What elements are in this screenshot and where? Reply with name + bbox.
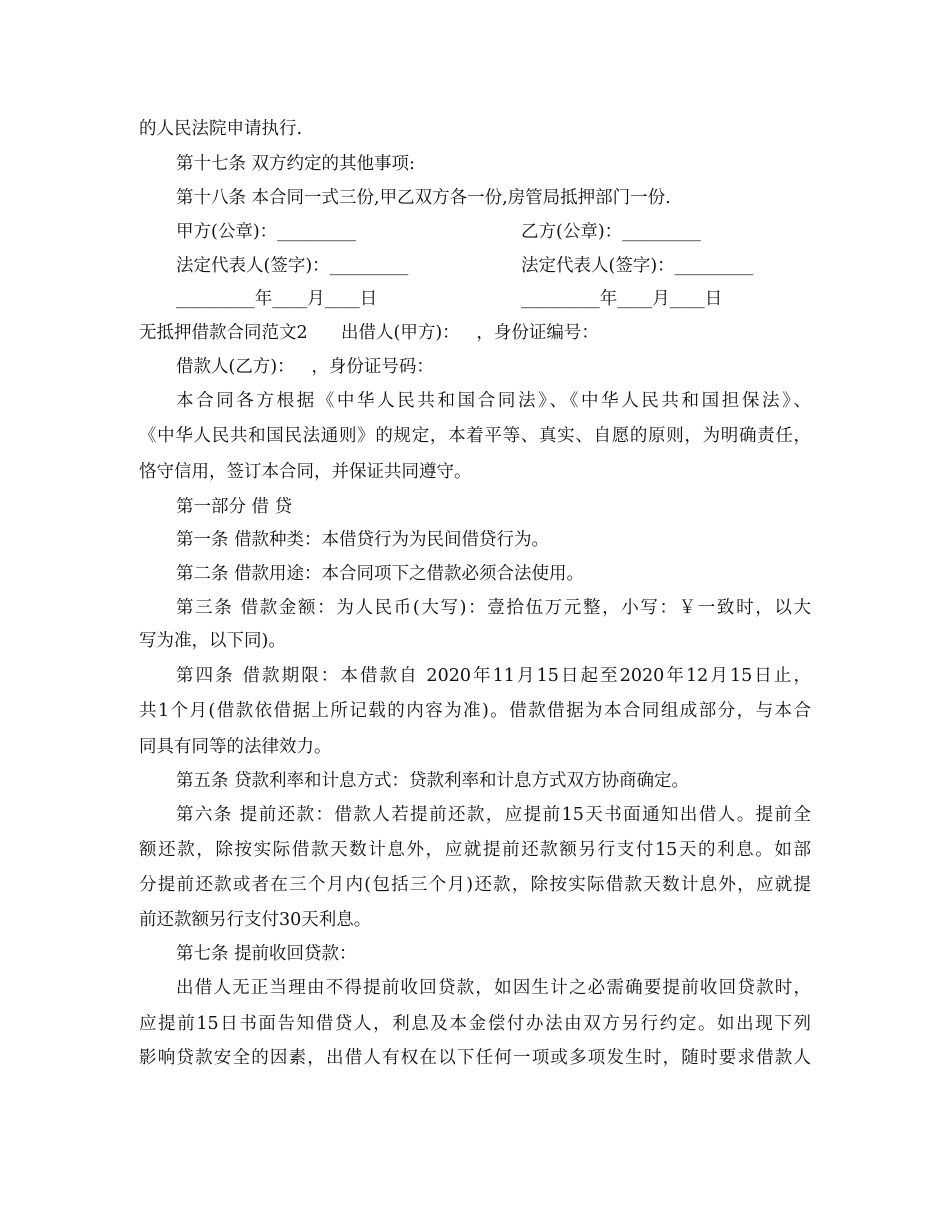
clause-5: 第五条 贷款利率和计息方式：贷款利率和计息方式双方协商确定。 (176, 771, 690, 791)
clause-7-body: 出借人无正当理由不得提前收回贷款，如因生计之必需确要提前收回贷款时， (176, 978, 811, 998)
preamble-line: 恪守信用，签订本合同，并保证共同遵守。 (139, 462, 472, 482)
clause-6-continued: 前还款额另行支付30天利息。 (139, 910, 372, 930)
party-b-representative-field: 法定代表人(签字)：_________ (521, 256, 754, 276)
clause-7: 第七条 提前收回贷款： (176, 944, 357, 964)
contract-heading: 无抵押借款合同范文2 出借人(甲方)： ，身份证编号： (139, 323, 599, 343)
party-a-representative-field: 法定代表人(签字)：_________ (176, 256, 409, 276)
clause-6-continued: 额还款，除按实际借款天数计息外，应就提前还款额另行支付15天的利息。如部 (139, 840, 811, 860)
clause-7-body: 应提前15日书面告知借贷人，利息及本金偿付办法由双方另行约定。如出现下列 (139, 1014, 811, 1034)
party-b-date-field: _________年____月____日 (521, 289, 723, 309)
preamble-line: 本合同各方根据《中华人民共和国合同法》、《中华人民共和国担保法》、 (176, 391, 811, 411)
party-a-seal-field: 甲方(公章)：_________ (176, 222, 356, 242)
clause-7-body: 影响贷款安全的因素，出借人有权在以下任何一项或多项发生时，随时要求借款人 (139, 1048, 811, 1068)
clause-18: 第十八条 本合同一式三份,甲乙双方各一份,房管局抵押部门一份. (176, 188, 671, 208)
preamble-line: 《中华人民共和国民法通则》的规定，本着平等、真实、自愿的原则，为明确责任， (139, 426, 811, 446)
clause-4-continued: 共1个月(借款依借据上所记载的内容为准)。借款借据为本合同组成部分，与本合 (139, 701, 811, 721)
clause-1: 第一条 借款种类：本借贷行为为民间借贷行为。 (176, 530, 550, 550)
party-a-date-field: _________年____月____日 (176, 289, 378, 309)
paragraph-line: 的人民法院申请执行. (139, 119, 303, 139)
clause-6: 第六条 提前还款：借款人若提前还款，应提前15天书面通知出借人。提前全 (176, 805, 811, 825)
clause-3-continued: 写为准，以下同)。 (139, 631, 286, 651)
party-b-seal-field: 乙方(公章)：_________ (521, 222, 701, 242)
section-heading: 第一部分 借 贷 (176, 497, 293, 517)
clause-3: 第三条 借款金额：为人民币(大写)：壹拾伍万元整，小写：￥一致时，以大 (176, 598, 811, 618)
clause-4: 第四条 借款期限：本借款自 2020年11月15日起至2020年12月15日止， (176, 666, 811, 686)
clause-2: 第二条 借款用途：本合同项下之借款必须合法使用。 (176, 564, 585, 584)
clause-4-continued: 同具有同等的法律效力。 (139, 737, 332, 757)
clause-6-continued: 分提前还款或者在三个月内(包括三个月)还款，除按实际借款天数计息外，应就提 (139, 875, 811, 895)
clause-17: 第十七条 双方约定的其他事项: (176, 154, 415, 174)
borrower-line: 借款人(乙方)： ，身份证号码： (176, 357, 434, 377)
